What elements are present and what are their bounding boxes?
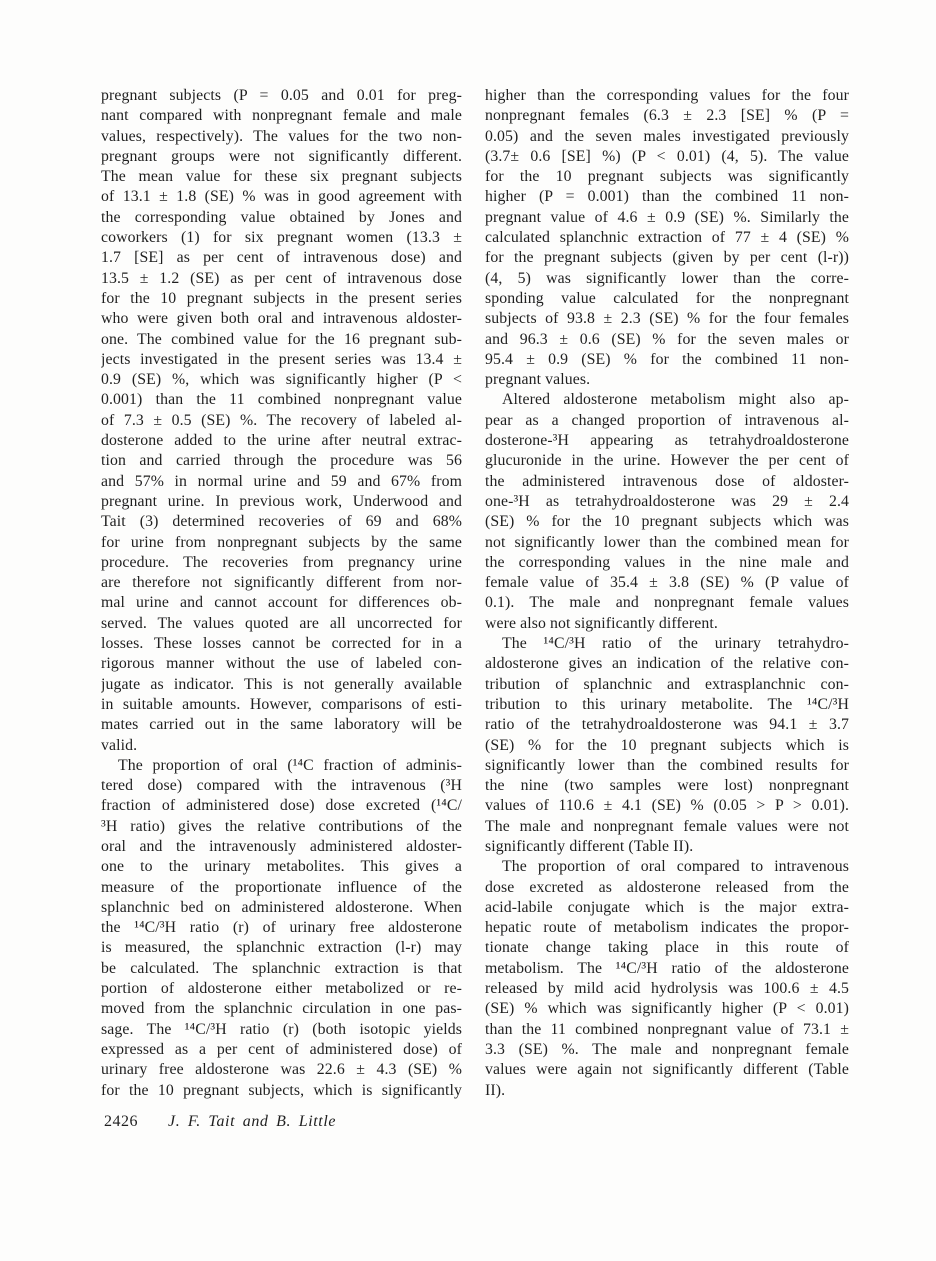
text-line: 0.1). The male and nonpregnant female values: [485, 594, 849, 612]
text-line: The male and nonpregnant female values were not: [485, 817, 849, 835]
text-line: for the pregnant subjects (given by per cent (l-r)): [485, 249, 849, 267]
text-line: for the 10 pregnant subjects was significantly: [485, 168, 849, 186]
text-line: are therefore not significantly different from nor-: [101, 574, 462, 592]
text-line: for the 10 pregnant subjects in the present series: [101, 289, 462, 307]
text-line: one-³H as tetrahydroaldosterone was 29 ± 2.4: [485, 492, 849, 510]
text-line: The proportion of oral (¹⁴C fraction of adminis-: [118, 756, 462, 774]
text-line: splanchnic bed on administered aldosterone. When: [101, 898, 462, 916]
text-line: valid.: [101, 736, 138, 754]
text-line: fraction of administered dose) dose excreted (¹⁴C/: [101, 797, 462, 815]
text-line: hepatic route of metabolism indicates the propor-: [485, 919, 849, 937]
text-line: values, respectively). The values for the two non-: [101, 127, 462, 145]
text-line: for urine from nonpregnant subjects by the same: [101, 533, 462, 551]
text-line: and 96.3 ± 0.6 (SE) % for the seven males or: [485, 330, 849, 348]
text-line: 0.001) than the 11 combined nonpregnant value: [101, 391, 462, 409]
text-line: moved from the splanchnic circulation in one pas-: [101, 1000, 462, 1018]
text-line: not significantly lower than the combined mean for: [485, 533, 849, 551]
text-line: significantly different (Table II).: [485, 837, 694, 855]
text-line: (3.7± 0.6 [SE] %) (P < 0.01) (4, 5). The value: [485, 147, 849, 165]
text-line: calculated splanchnic extraction of 77 ± 4 (SE) %: [485, 229, 849, 247]
text-line: 95.4 ± 0.9 (SE) % for the combined 11 non-: [485, 350, 849, 368]
text-line: 13.5 ± 1.2 (SE) as per cent of intravenous dose: [101, 269, 462, 287]
text-line: ³H ratio) gives the relative contributions of the: [101, 817, 462, 835]
text-line: (SE) % for the 10 pregnant subjects which is: [485, 736, 849, 754]
text-line: pregnant subjects (P = 0.05 and 0.01 for preg-: [101, 87, 462, 104]
text-line: ratio of the tetrahydroaldosterone was 94.1 ± 3.7: [485, 716, 849, 734]
page-number: 2426: [104, 1113, 138, 1130]
text-line: rigorous manner without the use of labeled con-: [101, 655, 462, 673]
text-line: and 57% in normal urine and 59 and 67% from: [101, 472, 462, 490]
text-line: higher than the corresponding values for the four: [485, 87, 849, 104]
text-line: urinary free aldosterone was 22.6 ± 4.3 (SE) %: [101, 1061, 462, 1079]
text-line: one to the urinary metabolites. This gives a: [101, 858, 462, 876]
text-line: pregnant value of 4.6 ± 0.9 (SE) %. Similarly the: [485, 208, 849, 226]
text-line: dose excreted as aldosterone released from the: [485, 878, 849, 896]
text-line: 0.9 (SE) %, which was significantly higher (P <: [101, 371, 462, 389]
text-line: 1.7 [SE] as per cent of intravenous dose) and: [101, 249, 462, 267]
text-line: The mean value for these six pregnant subjects: [101, 168, 462, 186]
text-line: tered dose) compared with the intravenous (³H: [101, 777, 462, 795]
text-line: the administered intravenous dose of aldoster-: [485, 472, 849, 490]
text-line: served. The values quoted are all uncorrected for: [101, 614, 462, 632]
text-column-right: [485, 86, 849, 1101]
text-line: sponding value calculated for the nonpregnant: [485, 289, 849, 307]
text-line: sage. The ¹⁴C/³H ratio (r) (both isotopic yields: [101, 1020, 462, 1038]
text-line: measure of the proportionate influence of the: [101, 878, 462, 896]
text-line: (SE) % which was significantly higher (P < 0.01): [485, 1000, 849, 1018]
text-line: dosterone-³H appearing as tetrahydroaldosterone: [485, 432, 849, 450]
page-footer: [104, 1111, 336, 1133]
text-line: tribution of splanchnic and extrasplanchnic con-: [485, 675, 849, 693]
text-line: expressed as a per cent of administered dose) of: [101, 1040, 462, 1058]
text-line: II).: [485, 1081, 506, 1099]
text-line: (SE) % for the 10 pregnant subjects which was: [485, 513, 849, 531]
text-line: nonpregnant females (6.3 ± 2.3 [SE] % (P =: [485, 107, 849, 125]
text-line: tion and carried through the procedure was 56: [101, 452, 462, 470]
text-line: 0.05) and the seven males investigated previously: [485, 127, 849, 145]
text-line: pregnant values.: [485, 371, 591, 389]
text-line: higher (P = 0.001) than the combined 11 non-: [485, 188, 849, 206]
text-line: pregnant urine. In previous work, Underwood and: [101, 492, 462, 510]
text-line: than the 11 combined nonpregnant value of 73.1 ±: [485, 1020, 849, 1038]
text-line: be calculated. The splanchnic extraction is that: [101, 959, 462, 977]
text-line: pregnant groups were not significantly different.: [101, 147, 462, 165]
text-line: (4, 5) was significantly lower than the corre-: [485, 269, 849, 287]
running-authors: J. F. Tait and B. Little: [168, 1113, 337, 1130]
text-line: dosterone added to the urine after neutral extrac-: [101, 432, 462, 450]
text-line: is measured, the splanchnic extraction (l-r) may: [101, 939, 462, 957]
text-line: portion of aldosterone either metabolized or re-: [101, 980, 462, 998]
text-line: mates carried out in the same laboratory will be: [101, 716, 462, 734]
text-line: for the 10 pregnant subjects, which is significantly: [101, 1081, 462, 1099]
text-line: one. The combined value for the 16 pregnant sub-: [101, 330, 462, 348]
text-line: 3.3 (SE) %. The male and nonpregnant female: [485, 1040, 849, 1058]
text-line: glucuronide in the urine. However the per cent of: [485, 452, 849, 470]
text-line: coworkers (1) for six pregnant women (13.3 ±: [101, 229, 462, 247]
text-line: jects investigated in the present series was 13.4 ±: [101, 350, 462, 368]
text-line: who were given both oral and intravenous aldoster-: [101, 310, 462, 328]
text-line: the corresponding values in the nine male and: [485, 553, 849, 571]
text-line: oral and the intravenously administered aldoster-: [101, 837, 462, 855]
text-line: metabolism. The ¹⁴C/³H ratio of the aldosterone: [485, 959, 849, 977]
text-line: nant compared with nonpregnant female and male: [101, 107, 462, 125]
text-line: losses. These losses cannot be corrected for in a: [101, 635, 462, 653]
text-line: values of 110.6 ± 4.1 (SE) % (0.05 > P > 0.01).: [485, 797, 849, 815]
text-line: The ¹⁴C/³H ratio of the urinary tetrahydro-: [502, 635, 849, 653]
text-line: aldosterone gives an indication of the relative con-: [485, 655, 849, 673]
text-line: of 7.3 ± 0.5 (SE) %. The recovery of labeled al-: [101, 411, 462, 429]
text-line: acid-labile conjugate which is the major extra-: [485, 898, 849, 916]
text-line: the ¹⁴C/³H ratio (r) of urinary free aldosterone: [101, 919, 462, 937]
text-line: the corresponding value obtained by Jones and: [101, 208, 462, 226]
text-line: jugate as indicator. This is not generally available: [101, 675, 462, 693]
text-line: Altered aldosterone metabolism might also ap-: [502, 391, 849, 409]
text-line: of 13.1 ± 1.8 (SE) % was in good agreement with: [101, 188, 462, 206]
text-line: female value of 35.4 ± 3.8 (SE) % (P value of: [485, 574, 849, 592]
text-line: the nine (two samples were lost) nonpregnant: [485, 777, 849, 795]
text-line: tionate change taking place in this route of: [485, 939, 849, 957]
text-line: values were again not significantly different (Table: [485, 1061, 849, 1079]
text-line: tribution to this urinary metabolite. The ¹⁴C/³H: [485, 695, 849, 713]
text-line: in suitable amounts. However, comparisons of esti-: [101, 695, 462, 713]
text-line: procedure. The recoveries from pregnancy urine: [101, 553, 462, 571]
text-line: The proportion of oral compared to intravenous: [502, 858, 849, 876]
text-line: subjects of 93.8 ± 2.3 (SE) % for the four females: [485, 310, 849, 328]
text-column-left: [101, 86, 462, 1101]
text-line: Tait (3) determined recoveries of 69 and 68%: [101, 513, 462, 531]
text-line: significantly lower than the combined results for: [485, 756, 849, 774]
text-line: were also not significantly different.: [485, 614, 718, 632]
text-line: pear as a changed proportion of intravenous al-: [485, 411, 849, 429]
text-line: mal urine and cannot account for differences ob-: [101, 594, 462, 612]
text-line: released by mild acid hydrolysis was 100.6 ± 4.5: [485, 980, 849, 998]
